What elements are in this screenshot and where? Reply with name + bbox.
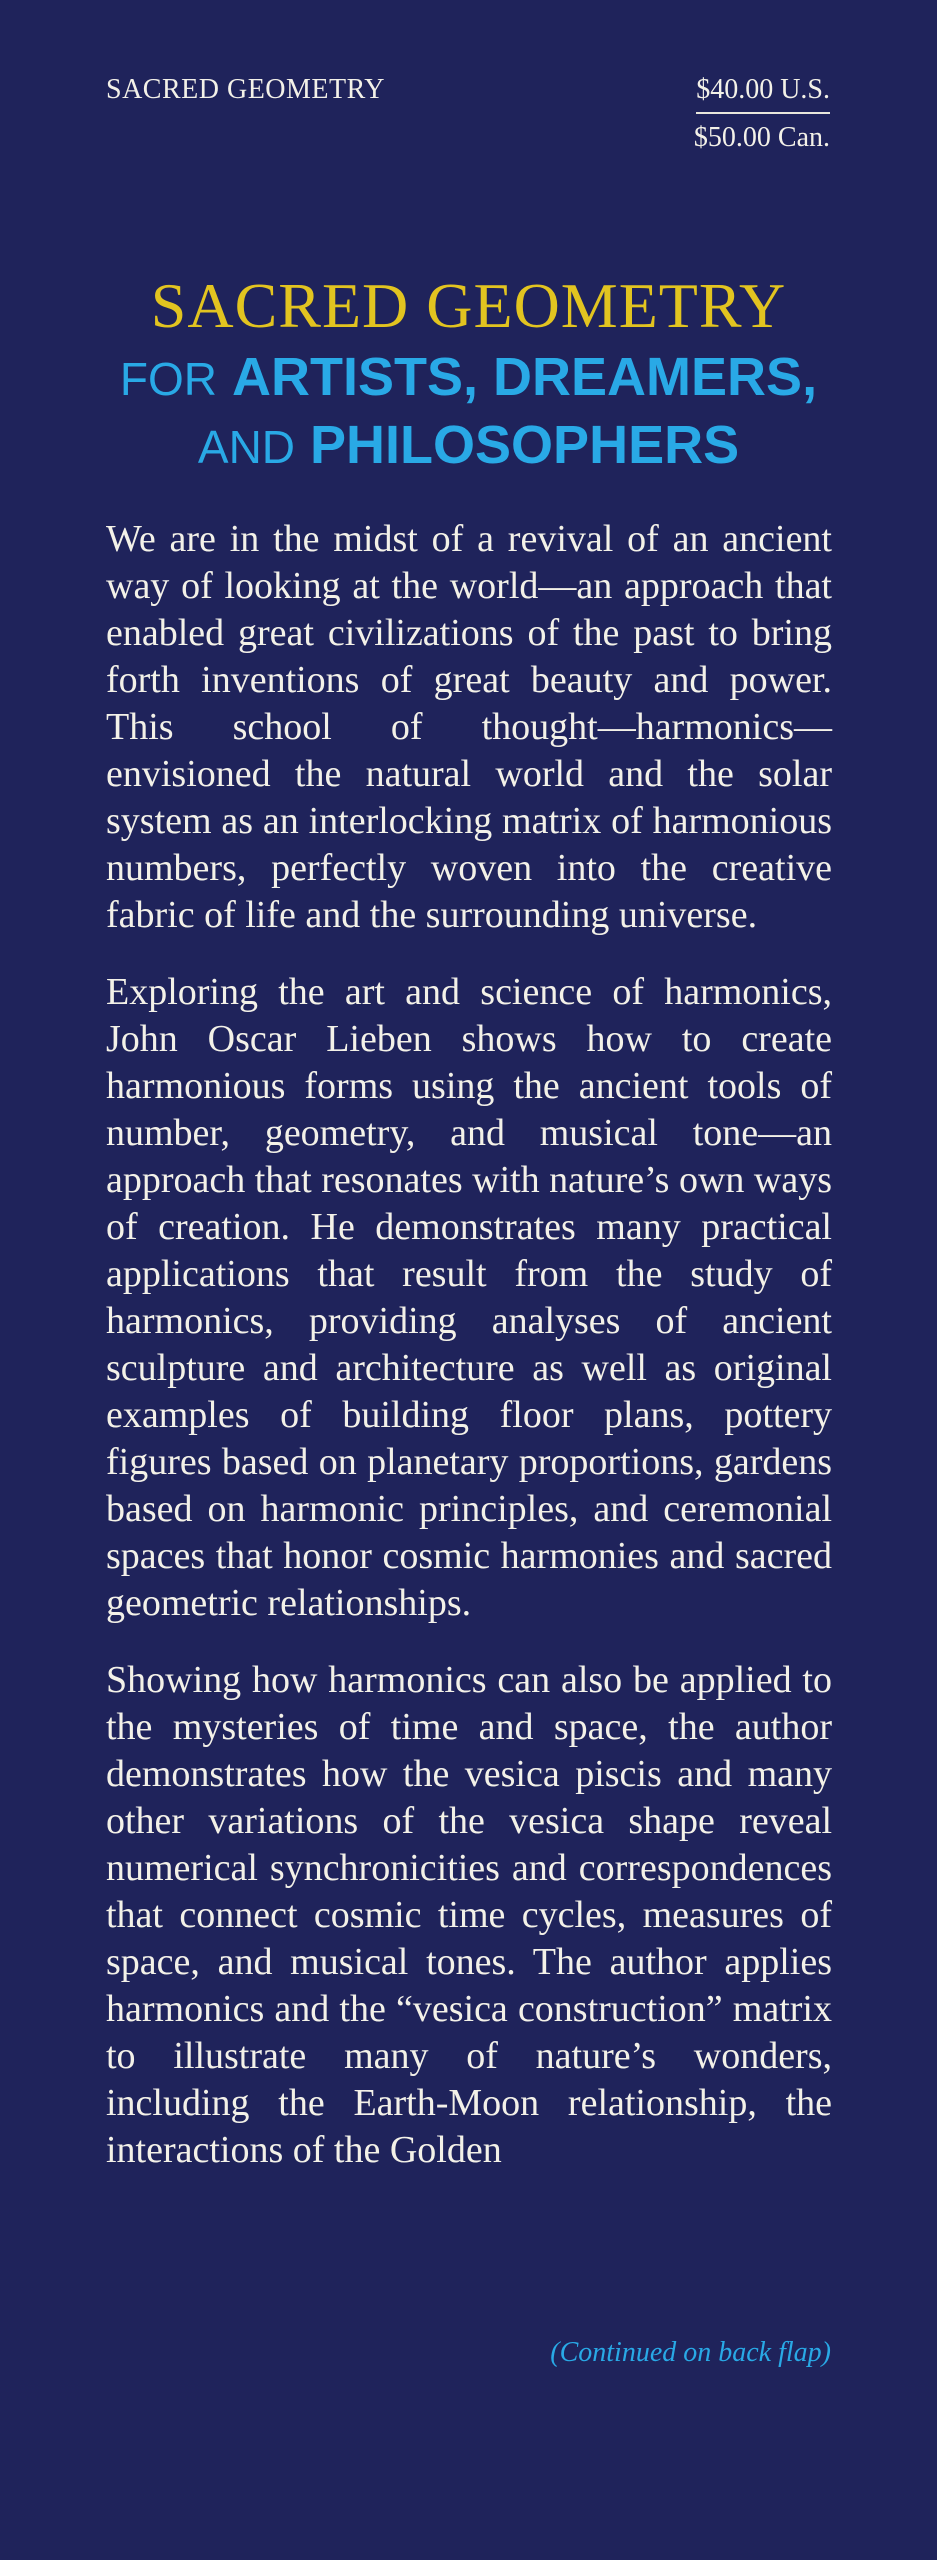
price-block — [694, 74, 830, 154]
subtitle-philosophers: PHILOSOPHERS — [310, 415, 740, 475]
category-label: SACRED GEOMETRY — [106, 74, 385, 105]
price-can: $50.00 Can. — [693, 122, 830, 153]
description-paragraph-1: We are in the midst of a revival of an ancient way of looking at the world—an approach that enabled great civilizations of the past to bring forth inventions of great beauty and power. This school of thought—harmonics—envisioned the natural world and the solar system as an interlocking matrix of harmonious numbers, perfectly woven into the creative fabric of life and the surrounding universe. — [106, 518, 832, 936]
book-title-block — [0, 268, 937, 480]
book-subtitle-line-2 — [0, 412, 937, 480]
description-paragraph-3: Showing how harmonics can also be applied to the mysteries of time and space, the author demonstrates how the vesica piscis and many other variations of the vesica shape reveal numerical synchronicities and correspondences that connect cosmic time cycles, measures of space, and musical tones. The author applies harmonics and the “vesica construction” matrix to illustrate many of nature’s wonders, including the Earth-Moon relationship, the interactions of the Golden — [106, 1659, 832, 2171]
book-subtitle-line-1 — [0, 344, 937, 412]
book-title: SACRED GEOMETRY — [150, 270, 787, 341]
price-us: $40.00 U.S. — [696, 74, 830, 114]
subtitle-and: AND — [197, 421, 296, 473]
continued-note: (Continued on back flap) — [550, 2337, 831, 2368]
subtitle-for: FOR — [119, 353, 218, 405]
description-paragraph-2: Exploring the art and science of harmonics, John Oscar Lieben shows how to create harmonious forms using the ancient tools of number, geometry, and musical tone—an approach that resonates with nature’s own ways of creation. He demonstrates many practical applications that result from the study of harmonics, providing analyses of ancient sculpture and architecture as well as original examples of building floor plans, pottery figures based on planetary proportions, gardens based on harmonic principles, and ceremonial spaces that honor cosmic harmonies and sacred geometric relationships. — [106, 971, 833, 1624]
flap-description — [106, 516, 832, 2204]
subtitle-artists-dreamers: ARTISTS, DREAMERS, — [232, 347, 818, 407]
